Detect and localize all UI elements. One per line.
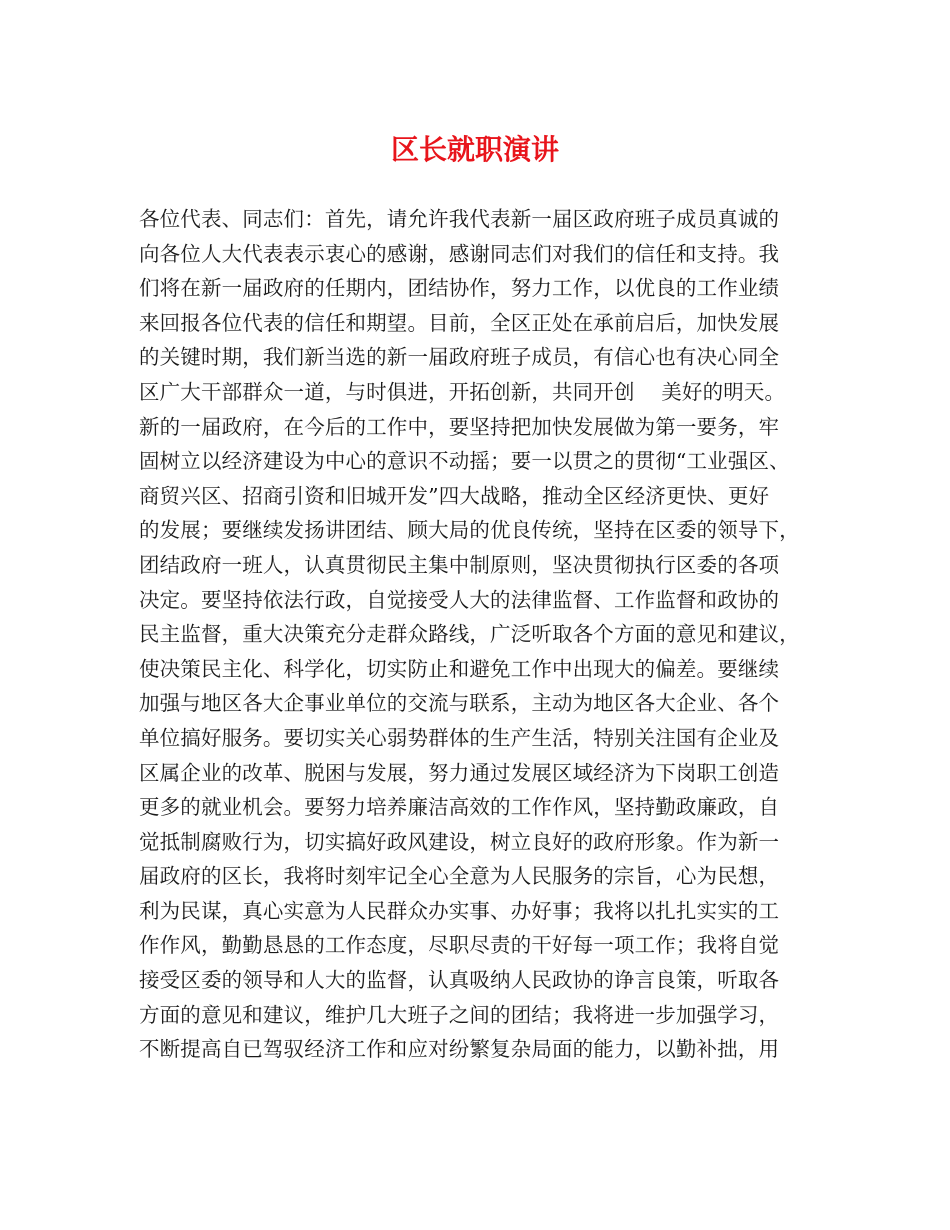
body-line: 觉抵制腐败行为，切实搞好政风建设，树立良好的政府形象。作为新一	[139, 829, 780, 854]
body-line: 加强与地区各大企事业单位的交流与联系，主动为地区各大企业、各个	[139, 691, 780, 716]
body-line: 单位搞好服务。要切实关心弱势群体的生产生活，特别关注国有企业及	[139, 725, 780, 750]
body-line: 区属企业的改革、脱困与发展，努力通过发展区域经济为下岗职工创造	[139, 760, 780, 785]
body-line: 不断提高自已驾驭经济工作和应对纷繁复杂局面的能力，以勤补拙，用	[139, 1037, 780, 1062]
body-line: 方面的意见和建议，维护几大班子之间的团结；我将进一步加强学习，	[139, 1002, 780, 1027]
body-line: 更多的就业机会。要努力培养廉洁高效的工作作风，坚持勤政廉政，自	[139, 795, 780, 820]
body-line: 接受区委的领导和人大的监督，认真吸纳人民政协的诤言良策，听取各	[139, 968, 780, 993]
body-line: 决定。要坚持依法行政，自觉接受人大的法律监督、工作监督和政协的	[139, 587, 780, 612]
body-line: 利为民谋，真心实意为人民群众办实事、办好事；我将以扎扎实实的工	[139, 898, 780, 923]
document-title: 区长就职演讲	[390, 133, 559, 166]
body-line: 的发展；要继续发扬讲团结、顾大局的优良传统，坚持在区委的领导下，	[139, 518, 800, 543]
body-line: 届政府的区长，我将时刻牢记全心全意为人民服务的宗旨，心为民想，	[139, 864, 780, 889]
body-line: 团结政府一班人，认真贯彻民主集中制原则，坚决贯彻执行区委的各项	[139, 552, 780, 577]
body-line: 各位代表、同志们：首先，请允许我代表新一届区政府班子成员真诚的	[139, 207, 780, 231]
body-line: 的关键时期，我们新当选的新一届政府班子成员，有信心也有决心同全	[139, 345, 780, 370]
body-line: 作作风，勤勤恳恳的工作态度，尽职尽责的干好每一项工作；我将自觉	[139, 933, 780, 958]
body-line: 商贸兴区、招商引资和旧城开发”四大战略，推动全区经济更快、更好	[139, 483, 770, 508]
body-line: 向各位人大代表表示衷心的感谢，感谢同志们对我们的信任和支持。我	[139, 241, 780, 266]
body-line: 使决策民主化、科学化，切实防止和避免工作中出现大的偏差。要继续	[139, 656, 780, 681]
body-line: 民主监督，重大决策充分走群众路线，广泛听取各个方面的意见和建议，	[139, 622, 800, 647]
document-body	[139, 202, 819, 1067]
body-line: 固树立以经济建设为中心的意识不动摇；要一以贯之的贯彻“工业强区、	[139, 449, 790, 474]
body-line: 区广大干部群众一道，与时俱进，开拓创新，共同开创 美好的明天。	[139, 379, 786, 404]
body-line: 们将在新一届政府的任期内，团结协作，努力工作，以优良的工作业绩	[139, 276, 780, 301]
body-line: 来回报各位代表的信任和期望。目前，全区正处在承前启后，加快发展	[139, 310, 780, 335]
body-line: 新的一届政府，在今后的工作中，要坚持把加快发展做为第一要务，牢	[139, 414, 780, 439]
